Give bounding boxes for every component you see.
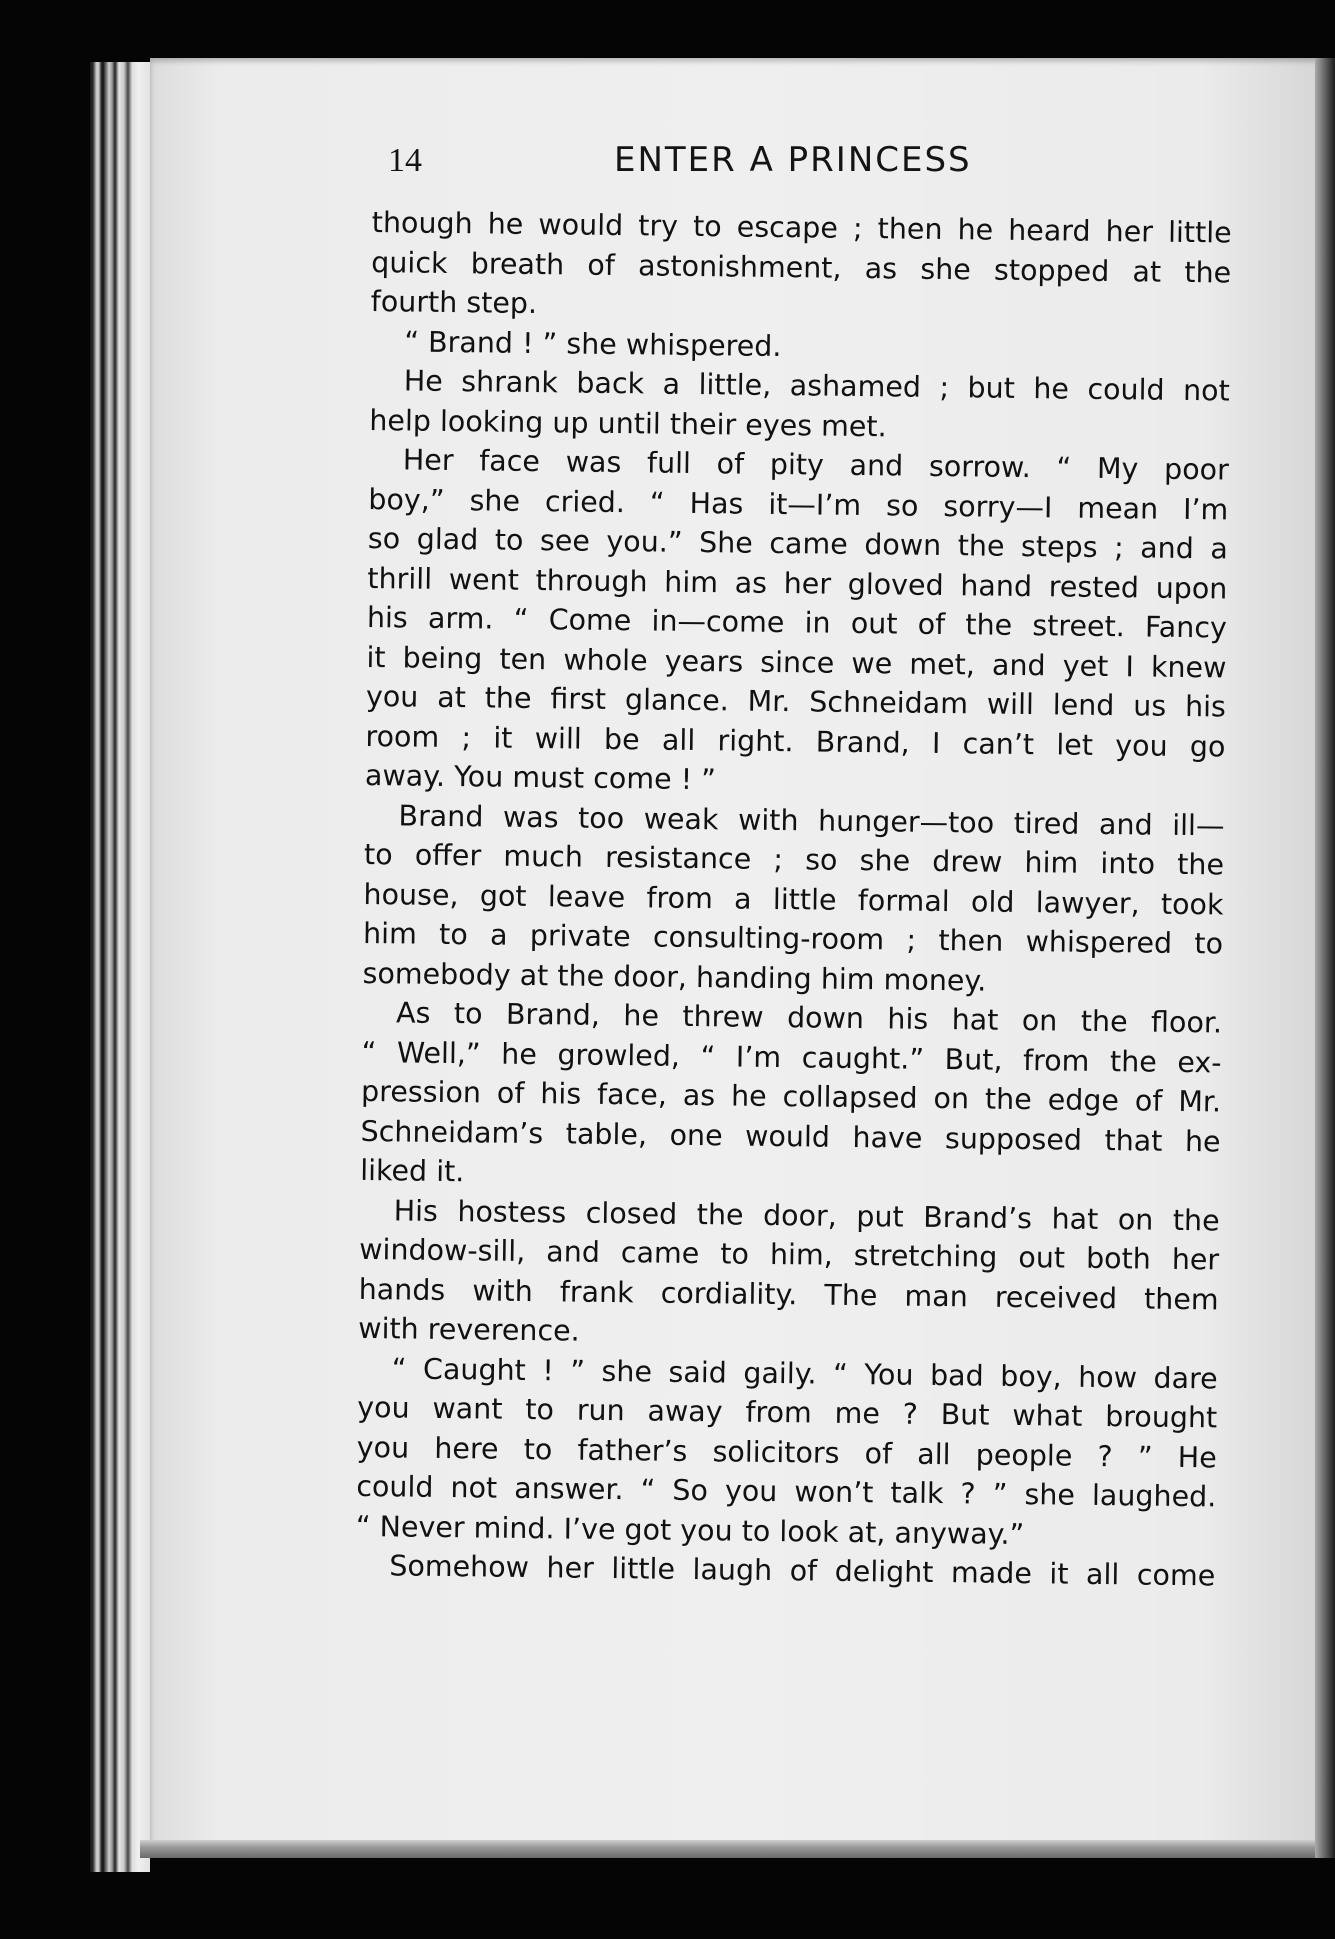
text-line: quick breath of astonishment, as she stopped at the <box>371 245 1232 290</box>
text-line: somebody at the door, handing him money. <box>362 956 987 998</box>
text-line: “ Well,” he growled, “ I’m caught.” But, from the ex- <box>361 1035 1222 1079</box>
text-line: with reverence. <box>358 1311 580 1348</box>
text-line: Schneidam’s table, one would have supposed that he <box>360 1114 1221 1158</box>
text-line: Brand was too weak with hunger—too tired and ill— <box>398 798 1225 842</box>
page-number: 14 <box>388 142 422 179</box>
text-line: you want to run away from me ? But what brought <box>357 1390 1218 1435</box>
book-spine-edge <box>90 62 150 1872</box>
text-line: As to Brand, he threw down his hat on the floor. <box>395 996 1223 1040</box>
text-line: you here to father’s solicitors of all people ? ” He <box>356 1430 1217 1474</box>
text-line: liked it. <box>359 1153 465 1189</box>
text-line: so glad to see you.” She came down the steps ; and a <box>367 521 1229 566</box>
text-line: his arm. “ Come in—come in out of the street. Fancy <box>366 600 1228 645</box>
text-line: though he would try to escape ; then he heard her little <box>371 205 1232 250</box>
text-line: him to a private consulting-room ; then whispered to <box>362 916 1224 961</box>
text-line: pression of his face, as he collapsed on the edge of Mr. <box>360 1074 1222 1119</box>
text-line: could not answer. “ So you won’t talk ? ” she laughed. <box>356 1469 1217 1514</box>
text-line: His hostess closed the door, put Brand’s hat on the <box>393 1193 1220 1237</box>
text-line: away. You must come ! ” <box>364 758 717 797</box>
text-line: you at the first glance. Mr. Schneidam will lend us his <box>365 679 1227 724</box>
text-line: window-sill, and came to him, stretching out both her <box>359 1232 1220 1277</box>
text-line: He shrank back a little, ashamed ; but he could not <box>403 364 1230 408</box>
text-line: fourth step. <box>370 284 538 321</box>
body-text <box>355 203 1232 1596</box>
text-line: house, got leave from a little formal old lawyer, took <box>363 877 1224 921</box>
text-line: thrill went through him as her gloved hand rested upon <box>367 561 1228 605</box>
text-line: to offer much resistance ; so she drew him into the <box>363 837 1225 882</box>
text-line: Her face was full of pity and sorrow. “ My poor <box>402 443 1230 487</box>
text-line: it being ten whole years since we met, and yet I knew <box>366 640 1227 684</box>
text-line: “ Never mind. I’ve got you to look at, anyway.” <box>355 1509 1025 1551</box>
text-line: help looking up until their eyes met. <box>369 403 887 443</box>
running-title: ENTER A PRINCESS <box>614 140 972 180</box>
text-line: “ Brand ! ” she whispered. <box>404 324 782 363</box>
page-right-edge <box>1315 58 1335 1858</box>
text-line: “ Caught ! ” she said gaily. “ You bad boy, how dare <box>391 1351 1218 1395</box>
text-line: Somehow her little laugh of delight made it all come <box>389 1549 1216 1593</box>
page-bottom-edge <box>140 1840 1320 1858</box>
text-line: room ; it will be all right. Brand, I can’t let you go <box>365 719 1226 763</box>
text-line: boy,” she cried. “ Has it—I’m so sorry—I mean I’m <box>368 482 1229 526</box>
text-line: hands with frank cordiality. The man received them <box>358 1272 1219 1316</box>
